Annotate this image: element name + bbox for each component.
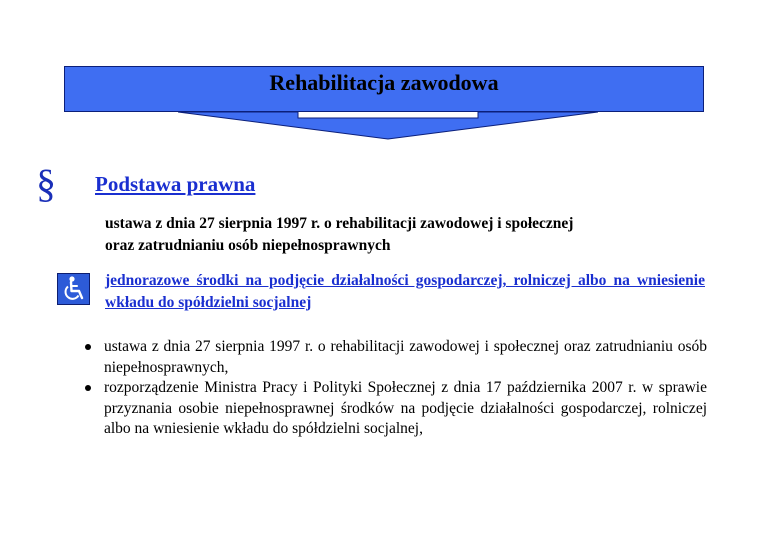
legal-basis-text: [105, 213, 710, 257]
down-arrow-banner: [178, 112, 598, 140]
list-item: [82, 378, 707, 440]
legal-basis-line-2: oraz zatrudnianiu osób niepełnosprawnych: [105, 237, 391, 254]
list-item: [82, 337, 707, 378]
section-heading: Podstawa prawna: [95, 172, 256, 196]
financial-support-link[interactable]: jednorazowe środki na podjęcie działalności gospodarczej, rolniczej albo na wniesienie wkładu do spółdzielni socjalnej: [105, 272, 705, 311]
list-item-text: ustawa z dnia 27 sierpnia 1997 r. o rehabilitacji zawodowej i społecznej oraz zatrudnianiu osób niepełnosprawnych,: [104, 338, 707, 376]
bullet-icon: [85, 344, 91, 350]
page-title: Rehabilitacja zawodowa: [269, 70, 499, 95]
wheelchair-icon: [57, 273, 90, 305]
legal-acts-list: [82, 337, 707, 440]
bullet-icon: [85, 385, 91, 391]
list-item-text: rozporządzenie Ministra Pracy i Polityki Społecznej z dnia 17 października 2007 r. w sprawie przyznania osobie niepełnosprawnej środków na podjęcie działalności gospodarczej, rolniczej albo na wniesienie wkładu do spółdzielni socjalnej,: [104, 379, 707, 437]
section-symbol: §: [36, 161, 56, 206]
legal-basis-line-1: ustawa z dnia 27 sierpnia 1997 r. o rehabilitacji zawodowej i społecznej: [105, 215, 574, 232]
